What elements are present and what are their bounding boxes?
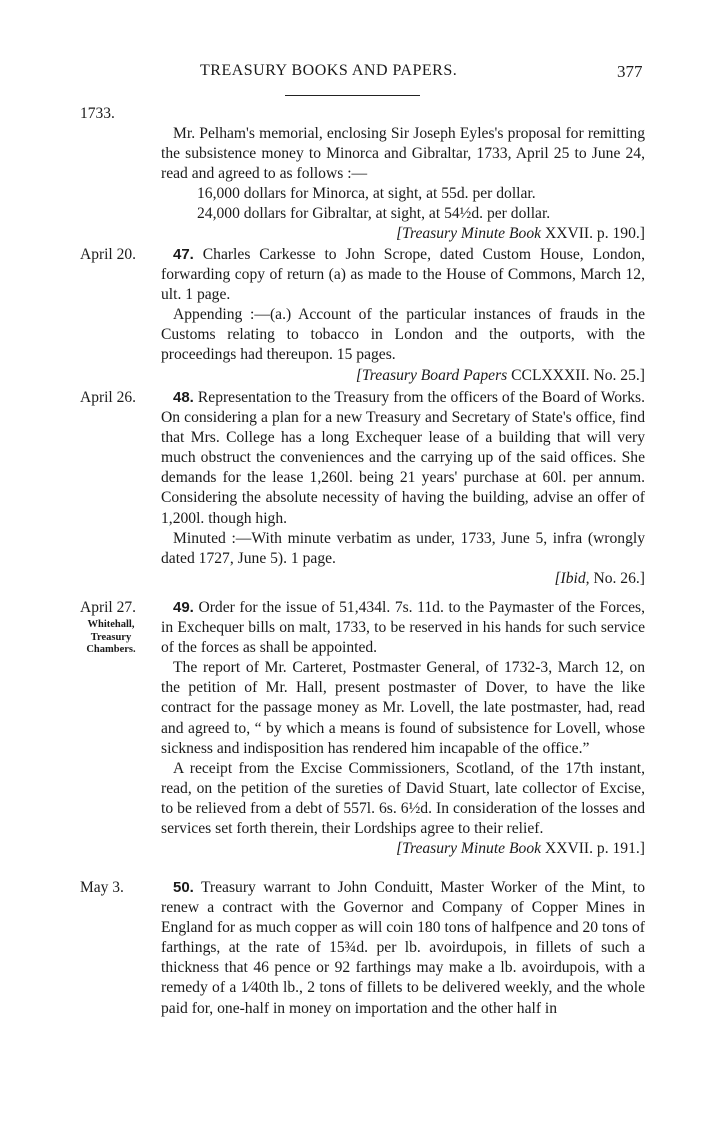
source-reference	[161, 366, 645, 386]
paragraph: A receipt from the Excise Commissioners, Scotland, of the 17th instant, read, on the petition of the sureties of David Stuart, late collector of Excise, to be relieved from a debt of 557l. 6s. 6½d. In consideration of the losses and services set forth therein, their Lordships agree to their relief.	[161, 759, 645, 838]
reference-source: [Treasury Board Papers	[355, 366, 508, 384]
reference-location: No. 26.]	[593, 569, 645, 587]
reference-source: [Treasury Minute Book	[396, 840, 542, 858]
source-reference	[161, 224, 645, 244]
running-header	[0, 62, 720, 86]
entry-date: April 26.	[80, 389, 136, 406]
paragraph: Minuted :—With minute verbatim as under, 1733, June 5, infra (wrongly dated 1727, June 5). 1 page.	[161, 529, 645, 567]
place-line: Whitehall,	[87, 619, 135, 630]
source-reference	[161, 569, 645, 589]
entry-body	[161, 598, 645, 859]
paragraph: 24,000 dollars for Gibraltar, at sight, at 54½d. per dollar.	[197, 205, 551, 223]
paragraph: Mr. Pelham's memorial, enclosing Sir Joseph Eyles's proposal for remitting the subsistence money to Minorca and Gibraltar, 1733, April 25 to June 24, read and agreed to as follows :—	[161, 125, 645, 183]
entry-date: April 27.	[80, 599, 136, 616]
header-rule	[285, 95, 420, 96]
place-line: Treasury	[90, 631, 132, 643]
reference-location: XXVII. p. 191.]	[544, 840, 645, 858]
paragraph: The report of Mr. Carteret, Postmaster General, of 1732-3, March 12, on the petition of Mr. Hall, present postmaster of Dover, to have the like contract for the passage money as Mr. Lovell, the late postmaster, had, read and agreed to, “ by which a means is found of subsistence for Lovell, whose sickness and indisposition has rendered him incapable of the office.”	[161, 659, 645, 757]
entry-body	[161, 245, 645, 386]
source-reference	[161, 839, 645, 859]
running-title: TREASURY BOOKS AND PAPERS.	[200, 62, 458, 79]
place-line: Chambers.	[86, 644, 136, 655]
entry-date: May 3.	[80, 879, 124, 896]
reference-source: [Treasury Minute Book	[396, 225, 542, 243]
paragraph: Representation to the Treasury from the officers of the Board of Works. On considering a plan for a new Treasury and Secretary of State's office, find that Mrs. College has a long Exchequer lease of a building that will very much obstruct the conveniences and the carrying up of the said offices. She demands for the lease 1,260l. being 21 years' purchase at 60l. per annum. Considering the absolute necessity of having the building, advise an offer of 1,200l. though high.	[161, 389, 645, 527]
reference-location: XXVII. p. 190.]	[544, 225, 645, 243]
paragraph: 16,000 dollars for Minorca, at sight, at 55d. per dollar.	[197, 185, 536, 203]
entry-number: 47.	[173, 246, 194, 263]
entry-place	[80, 619, 142, 657]
entry-body	[161, 878, 645, 1019]
entry-number: 48.	[173, 389, 194, 406]
entry-number: 50.	[173, 879, 194, 896]
reference-location: CCLXXXII. No. 25.]	[511, 366, 645, 384]
paragraph: Treasury warrant to John Conduitt, Master Worker of the Mint, to renew a contract with the Governor and Company of Copper Mines in England for as much copper as will coin 180 tons of halfpence and 20 tons of farthings, at the rate of 15¾d. per lb. avoirdupois, in fillets of such a thickness that 46 pence or 92 farthings may make a lb. avoirdupois, with a remedy of a 1⁄40th lb., 2 tons of fillets to be delivered weekly, and the whole paid for, one-half in money on importation and the other half in	[161, 879, 645, 1017]
paragraph: Order for the issue of 51,434l. 7s. 11d. to the Paymaster of the Forces, in Exchequer bills on malt, 1733, to be reserved in his hands for such service of the forces as shall be appointed.	[161, 599, 645, 657]
paragraph: Charles Carkesse to John Scrope, dated Custom House, London, forwarding copy of return (a) as made to the House of Commons, March 12, ult. 1 page.	[161, 246, 645, 304]
entry-date: April 20.	[80, 246, 136, 263]
entry-body	[161, 388, 645, 589]
paragraph: Appending :—(a.) Account of the particular instances of frauds in the Customs relating to tobacco in London and the outports, with the proceedings had thereupon. 15 pages.	[161, 306, 645, 364]
page-number: 377	[617, 62, 643, 81]
entry-date: 1733.	[80, 105, 115, 122]
reference-source: [Ibid,	[554, 569, 590, 587]
entry-number: 49.	[173, 599, 194, 616]
entry-body	[161, 124, 645, 245]
